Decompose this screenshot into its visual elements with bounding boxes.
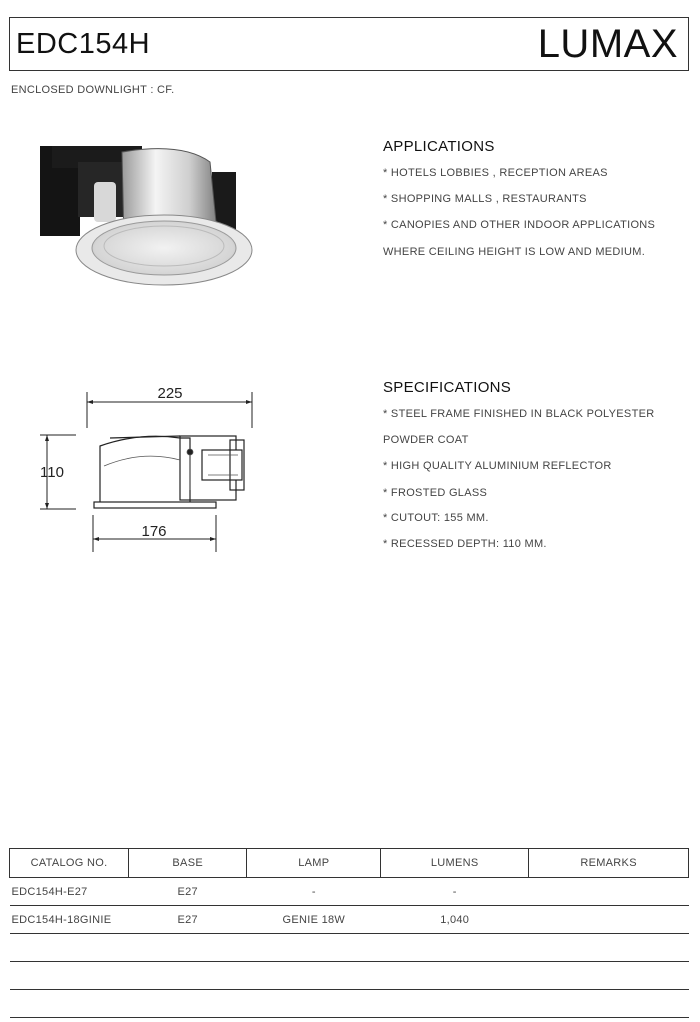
specifications-line: POWDER COAT: [383, 434, 469, 446]
cell-base: E27: [129, 906, 247, 934]
cell-remarks: [529, 906, 689, 934]
applications-line: * HOTELS LOBBIES , RECEPTION AREAS: [383, 167, 608, 179]
col-header-lumens: LUMENS: [381, 849, 529, 878]
col-header-catalog: CATALOG NO.: [10, 849, 129, 878]
cell-lamp: [247, 990, 381, 1018]
applications-line: * SHOPPING MALLS , RESTAURANTS: [383, 193, 587, 205]
catalog-table: [9, 848, 689, 1018]
header-box: [9, 17, 689, 71]
specifications-line: * RECESSED DEPTH: 110 MM.: [383, 538, 547, 550]
specifications-title: SPECIFICATIONS: [383, 379, 512, 396]
brand-logo-text: LUMAX: [537, 22, 678, 66]
col-header-base: BASE: [129, 849, 247, 878]
cell-lumens: -: [381, 878, 529, 906]
cell-remarks: [529, 878, 689, 906]
specifications-line: * CUTOUT: 155 MM.: [383, 512, 489, 524]
table-row: [10, 990, 689, 1018]
dimension-drawing: [30, 380, 290, 560]
specifications-line: * STEEL FRAME FINISHED IN BLACK POLYESTER: [383, 408, 655, 420]
applications-title: APPLICATIONS: [383, 138, 495, 155]
table-row: [10, 962, 689, 990]
cell-catalog: [10, 990, 129, 1018]
cell-lamp: [247, 962, 381, 990]
cell-catalog: EDC154H-18GINIE: [10, 906, 129, 934]
cell-lamp: GENIE 18W: [247, 906, 381, 934]
dimension-label-top: 225: [157, 385, 183, 402]
cell-remarks: [529, 934, 689, 962]
cell-lumens: [381, 990, 529, 1018]
table-row: [10, 906, 689, 934]
table-row: [10, 934, 689, 962]
applications-line: WHERE CEILING HEIGHT IS LOW AND MEDIUM.: [383, 246, 646, 258]
cell-catalog: [10, 962, 129, 990]
product-subtitle: ENCLOSED DOWNLIGHT : CF.: [11, 84, 175, 96]
cell-lumens: [381, 934, 529, 962]
dimension-label-bottom: 176: [141, 523, 167, 540]
cell-lamp: [247, 934, 381, 962]
col-header-lamp: LAMP: [247, 849, 381, 878]
specifications-line: * HIGH QUALITY ALUMINIUM REFLECTOR: [383, 460, 612, 472]
cell-lumens: [381, 962, 529, 990]
cell-base: [129, 990, 247, 1018]
table-row: [10, 878, 689, 906]
cell-remarks: [529, 962, 689, 990]
cell-lumens: 1,040: [381, 906, 529, 934]
specifications-line: * FROSTED GLASS: [383, 487, 488, 499]
cell-base: E27: [129, 878, 247, 906]
cell-base: [129, 934, 247, 962]
product-photo: [22, 132, 272, 312]
table-header-row: [10, 849, 689, 878]
cell-catalog: EDC154H-E27: [10, 878, 129, 906]
cell-remarks: [529, 990, 689, 1018]
cell-catalog: [10, 934, 129, 962]
cell-base: [129, 962, 247, 990]
cell-lamp: -: [247, 878, 381, 906]
col-header-remarks: REMARKS: [529, 849, 689, 878]
model-number: EDC154H: [16, 28, 151, 60]
applications-line: * CANOPIES AND OTHER INDOOR APPLICATIONS: [383, 219, 656, 231]
dimension-label-height: 110: [40, 464, 64, 481]
